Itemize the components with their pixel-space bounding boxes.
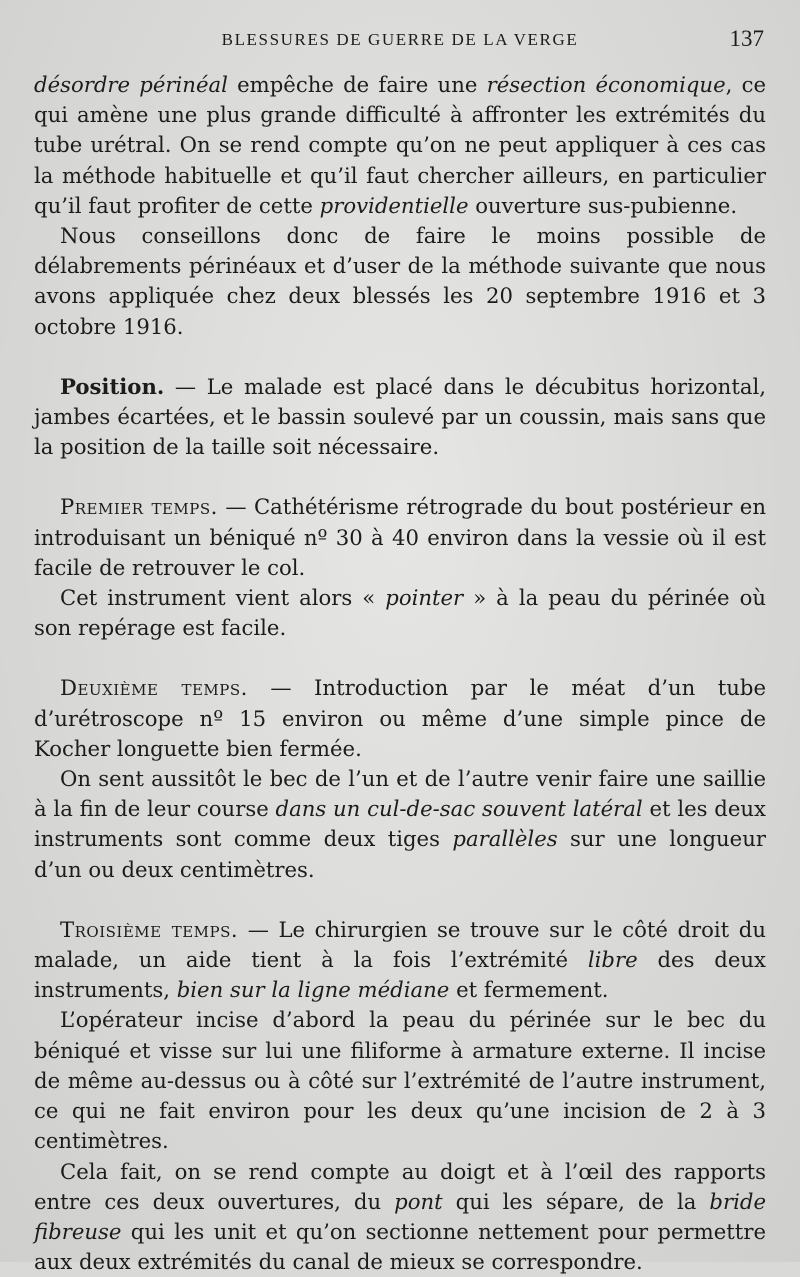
text-run: , ce qui amène une plus grande difficulté à affronter les extrémités du tube urétral. On se rend compte qu’on ne peut appliquer à ces cas la méthode habituelle et qu’il faut chercher ailleurs, en particulier qu’il faut profiter de cette (34, 72, 766, 218)
section-heading: Troisième temps. (60, 917, 238, 942)
page-number: 137 (730, 26, 765, 52)
section-heading: Position. (60, 374, 164, 399)
section-paragraph (34, 372, 766, 463)
text-run: sur une longueur d’un ou deux centimètres. (34, 826, 766, 881)
text-run: » à la peau du périnée où son repérage est facile. (34, 585, 766, 640)
italic-text: pointer (385, 585, 463, 610)
paragraph (34, 1157, 766, 1277)
text-run: Cet instrument vient alors « (60, 585, 385, 610)
paragraph (34, 70, 766, 221)
text-run: Nous conseillons donc de faire le moins possible de délabrements périnéaux et d’user de la méthode suivante que nous avons appliquée chez deux blessés les 20 septembre 1916 et 3 octobre 1916. (34, 223, 766, 339)
text-run: des deux instruments, (34, 947, 766, 1002)
paragraph (34, 583, 766, 643)
text-run: — Le malade est placé dans le décubitus horizontal, jambes écartées, et le bassin soulevé par un coussin, mais sans que la position de la taille soit nécessaire. (34, 374, 766, 459)
section-heading: Deuxième temps. (60, 675, 248, 700)
section-paragraph (34, 915, 766, 1006)
section-paragraph (34, 673, 766, 764)
italic-text: résection économique (487, 72, 726, 97)
running-title: BLESSURES DE GUERRE DE LA VERGE (222, 30, 579, 49)
text-run: et fermement. (449, 977, 608, 1002)
paragraph (34, 764, 766, 885)
paragraph (34, 221, 766, 342)
italic-text: bien sur la ligne médiane (177, 977, 450, 1002)
section-heading: Premier temps. (60, 494, 218, 519)
text-run: et les deux instruments sont comme deux tiges (34, 796, 766, 851)
text-run: — Introduction par le méat d’un tube d’urétroscope nº 15 environ ou même d’une simple pince de Kocher longuette bien fermée. (34, 675, 766, 760)
text-run: empêche de faire une (228, 72, 487, 97)
italic-text: dans un cul-de-sac souvent latéral (276, 796, 643, 821)
paragraph (34, 1005, 766, 1156)
italic-text: bride fibreuse (34, 1189, 766, 1244)
italic-text: providentielle (320, 193, 469, 218)
italic-text: parallèles (452, 826, 557, 851)
text-run: qui les unit et qu’on sectionne nettement pour permettre aux deux extrémités du canal de mieux se correspondre. (34, 1219, 766, 1274)
italic-text: libre (588, 947, 638, 972)
body-text (34, 70, 766, 1277)
text-run: qui les sépare, de la (443, 1189, 710, 1214)
text-run: ouverture sus-pubienne. (469, 193, 738, 218)
text-run: L’opérateur incise d’abord la peau du périnée sur le bec du béniqué et visse sur lui une filiforme à armature externe. Il incise de même au-dessus ou à côté sur l’extrémité de l’autre instrument, ce qui ne fait environ pour les deux qu’une incision de 2 à 3 centimètres. (34, 1007, 766, 1153)
text-run: — Cathétérisme rétrograde du bout postérieur en introduisant un béniqué nº 30 à 40 environ dans la vessie où il est facile de retrouver le col. (34, 494, 766, 579)
text-run: — Le chirurgien se trouve sur le côté droit du malade, un aide tient à la fois l’extrémité (34, 917, 766, 972)
text-run: Cela fait, on se rend compte au doigt et à l’œil des rapports entre ces deux ouvertures, du (34, 1159, 766, 1214)
running-head (34, 30, 766, 70)
text-run: On sent aussitôt le bec de l’un et de l’autre venir faire une saillie à la fin de leur course (34, 766, 766, 821)
italic-text: pont (394, 1189, 442, 1214)
italic-text: désordre périnéal (34, 72, 228, 97)
section-paragraph (34, 492, 766, 583)
